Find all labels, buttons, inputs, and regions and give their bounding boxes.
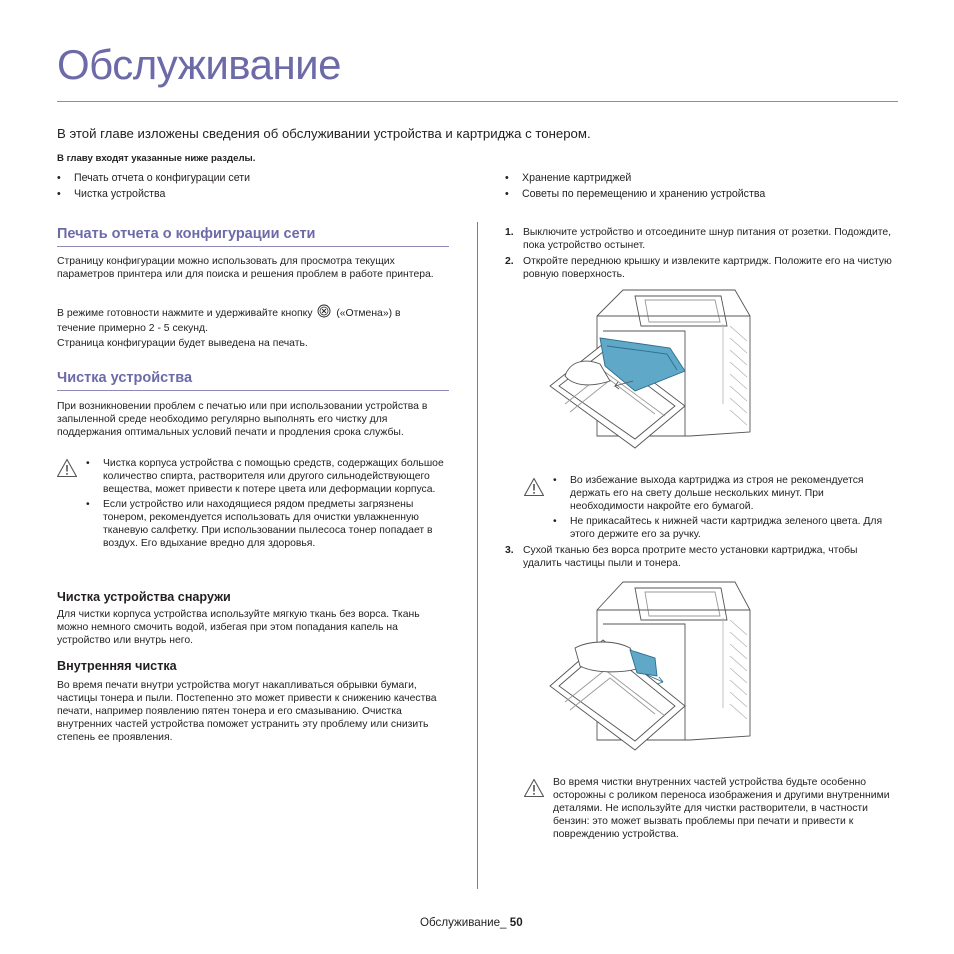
footer-label: Обслуживание_ bbox=[420, 916, 507, 929]
interior-heading: Внутренняя чистка bbox=[57, 659, 177, 673]
list-item: • Печать отчета о конфигурации сети bbox=[57, 170, 437, 186]
list-item: • Чистка корпуса устройства с помощью средств, содержащих большое количество спирта, растворителя или другого сильнодействующего вещества, может привести к потере цвета или деформации корпуса. bbox=[83, 457, 449, 496]
step-number: 1. bbox=[505, 227, 514, 238]
cleaning-paragraph: При возникновении проблем с печатью или при использовании устройства в запыленной среде необходимо регулярно выполнять его чистку для поддержания оптимальных условий печати и продления срока службы. bbox=[57, 401, 428, 438]
interior-cleaning-warning: Во время чистки внутренних частей устройства будьте особенно осторожны с роликом переноса изображения и другими внутренними деталями. Не используйте для чистки растворители, в частности бензин: это может вызвать проблемы при печати и привести к повреждению устройства. bbox=[553, 777, 890, 840]
instruction-text-after: («Отмена») в bbox=[336, 308, 401, 319]
list-item: • Советы по перемещению и хранению устройства bbox=[505, 186, 895, 202]
report-result: Страница конфигурации будет выведена на печать. bbox=[57, 338, 308, 349]
steps-1-2 bbox=[505, 226, 897, 281]
printer-remove-cartridge-illustration bbox=[545, 286, 755, 456]
section-rule bbox=[57, 246, 449, 247]
interior-text: Во время печати внутри устройства могут накапливаться обрывки бумаги, частицы тонера и пыли. Постепенно это может привести к снижению качества печати, например появлению пятен тонера и его смазыванию. Очистка внутренних частей устройства поможет устранить эту проблему или снизить степень ее проявления. bbox=[57, 680, 437, 743]
step-number: 3. bbox=[505, 545, 514, 556]
column-divider bbox=[477, 222, 478, 889]
warning-icon bbox=[56, 458, 78, 483]
exterior-text: Для чистки корпуса устройства используйте мягкую ткань без ворса. Ткань можно немного смочить водой, избегая при этом попадания капель на устройство или внутрь него. bbox=[57, 609, 420, 646]
list-item: • Не прикасайтесь к нижней части картриджа зеленого цвета. Для этого держите его за ручку. bbox=[550, 515, 895, 541]
exterior-heading: Чистка устройства снаружи bbox=[57, 590, 231, 604]
section-heading-report: Печать отчета о конфигурации сети bbox=[57, 226, 316, 242]
section-heading-cleaning: Чистка устройства bbox=[57, 370, 193, 386]
page-footer bbox=[420, 916, 523, 929]
report-instruction bbox=[57, 304, 457, 335]
step-text: Сухой тканью без ворса протрите место установки картриджа, чтобы удалить частицы пыли и тонера. bbox=[523, 545, 858, 569]
section-rule bbox=[57, 390, 449, 391]
list-item: • Хранение картриджей bbox=[505, 170, 895, 186]
instruction-text-line2: течение примерно 2 - 5 секунд. bbox=[57, 323, 208, 334]
report-paragraph: Страницу конфигурации можно использовать для просмотра текущих параметров принтера или для поиска и решения проблем в работе принтера. bbox=[57, 256, 434, 280]
step-text: Откройте переднюю крышку и извлеките картридж. Положите его на чистую ровную поверхность. bbox=[523, 256, 892, 280]
list-item: • Если устройство или находящиеся рядом предметы загрязнены тонером, рекомендуется использовать для очистки увлажненную тканевую салфетку. При использовании пылесоса тонер попадает в воздух. Его вдыхание вредно для здоровья. bbox=[83, 498, 449, 550]
title-rule bbox=[57, 101, 898, 102]
warning-icon bbox=[523, 778, 545, 803]
step-3 bbox=[505, 544, 897, 570]
intro-text: В этой главе изложены сведения об обслуживании устройства и картриджа с тонером. bbox=[57, 126, 591, 141]
printer-cleaning-illustration bbox=[545, 578, 755, 761]
sections-label: В главу входят указанные ниже разделы. bbox=[57, 153, 256, 164]
step-item bbox=[505, 255, 897, 281]
step-item bbox=[505, 544, 897, 570]
cancel-icon bbox=[317, 304, 331, 322]
step-number: 2. bbox=[505, 256, 514, 267]
step-item bbox=[505, 226, 897, 252]
cartridge-warnings bbox=[550, 474, 895, 543]
page-title: Обслуживание bbox=[57, 41, 342, 88]
step-text: Выключите устройство и отсоедините шнур питания от розетки. Подождите, пока устройство остынет. bbox=[523, 227, 892, 251]
intro-list-left bbox=[57, 170, 437, 202]
list-item: • Чистка устройства bbox=[57, 186, 437, 202]
page-number: 50 bbox=[509, 916, 523, 929]
cleaning-warnings bbox=[83, 457, 449, 552]
intro-list-right bbox=[505, 170, 895, 202]
list-item: • Во избежание выхода картриджа из строя не рекомендуется держать его на свету дольше нескольких минут. При необходимости накройте его бумагой. bbox=[550, 474, 895, 513]
instruction-text: В режиме готовности нажмите и удерживайте кнопку bbox=[57, 308, 313, 319]
warning-icon bbox=[523, 477, 545, 502]
